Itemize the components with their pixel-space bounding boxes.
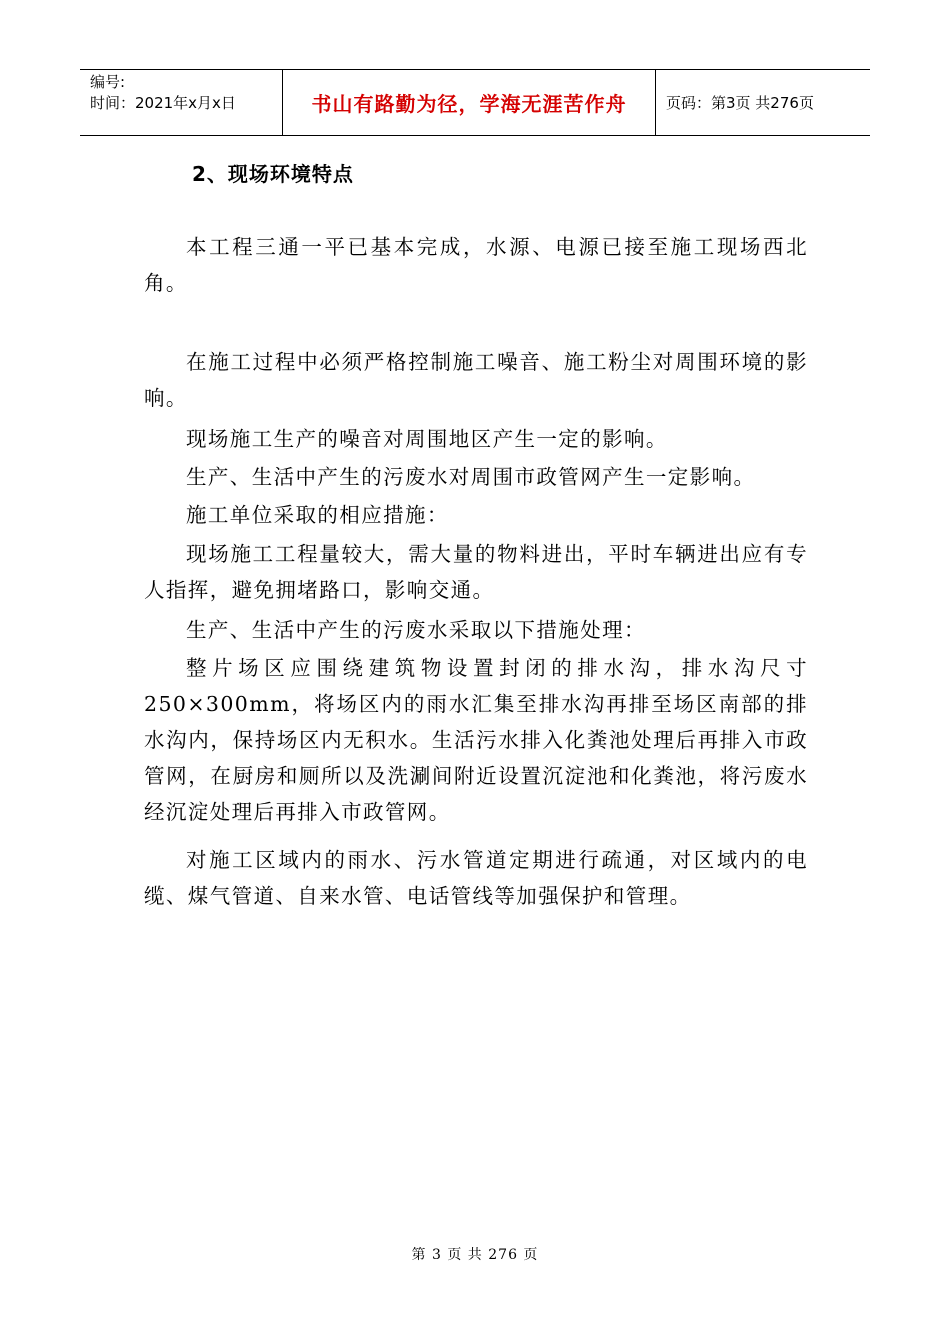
section-title: 2、现场环境特点 xyxy=(192,162,354,186)
paragraph-2: 在施工过程中必须严格控制施工噪音、施工粉尘对周围环境的影响。 xyxy=(144,350,808,410)
page-header xyxy=(80,69,870,136)
document-time-label: 时间：2021年x月x日 xyxy=(90,94,236,112)
paragraph-3: 现场施工生产的噪音对周围地区产生一定的影响。 xyxy=(186,427,668,451)
paragraph-8: 整片场区应围绕建筑物设置封闭的排水沟，排水沟尺寸250×300mm，将场区内的雨水汇集至排水沟再排至场区南部的排水沟内，保持场区内无积水。生活污水排入化粪池处理后再排入市政管网，在厨房和厕所以及洗涮间附近设置沉淀池和化粪池，将污废水经沉淀处理后再排入市政管网。 xyxy=(144,656,808,824)
header-page-info: 页码：第3页 共276页 xyxy=(666,94,814,112)
header-page-cell xyxy=(656,70,870,135)
paragraph-1: 本工程三通一平已基本完成，水源、电源已接至施工现场西北角。 xyxy=(144,235,808,295)
header-motto: 书山有路勤为径，学海无涯苦作舟 xyxy=(311,92,627,116)
page-footer: 第 3 页 共 276 页 xyxy=(411,1247,539,1263)
paragraph-7: 生产、生活中产生的污废水采取以下措施处理： xyxy=(186,618,646,642)
document-number-label: 编号: xyxy=(90,73,126,91)
paragraph-9: 对施工区域内的雨水、污水管道定期进行疏通，对区域内的电缆、煤气管道、自来水管、电话管线等加强保护和管理。 xyxy=(144,848,808,908)
paragraph-5: 施工单位采取的相应措施： xyxy=(186,503,449,527)
paragraph-4: 生产、生活中产生的污废水对周围市政管网产生一定影响。 xyxy=(186,465,756,489)
paragraph-6: 现场施工工程量较大，需大量的物料进出，平时车辆进出应有专人指挥，避免拥堵路口，影响交通。 xyxy=(144,542,808,602)
header-meta-cell xyxy=(80,70,283,135)
header-motto-cell xyxy=(283,70,656,135)
